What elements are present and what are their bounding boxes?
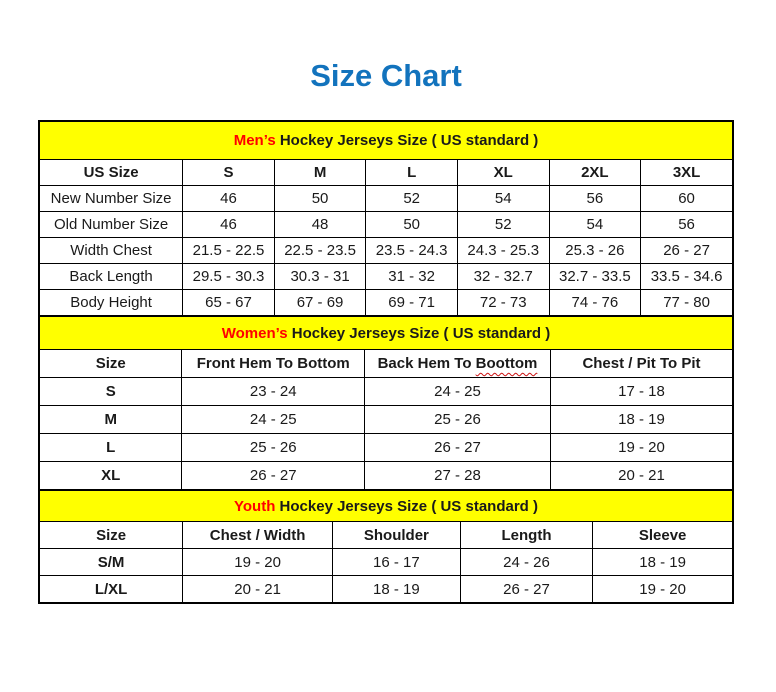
size-cell: 67 - 69 — [274, 290, 366, 317]
size-cell: 72 - 73 — [457, 290, 549, 317]
size-cell: 20 - 21 — [183, 576, 333, 604]
column-header: US Size — [39, 160, 183, 186]
womens-table-row — [39, 434, 733, 462]
size-cell: 29.5 - 30.3 — [183, 264, 275, 290]
youth-band-rest: Hockey Jerseys Size ( US standard ) — [275, 497, 538, 515]
page-title: Size Chart — [310, 58, 462, 93]
womens-size-table — [38, 315, 734, 491]
mens-table-row — [39, 290, 733, 317]
womens-band-rest: Hockey Jerseys Size ( US standard ) — [287, 324, 551, 342]
column-header: Size — [39, 350, 182, 378]
row-label: Width Chest — [39, 238, 183, 264]
row-label: S — [39, 378, 182, 406]
womens-table-row — [39, 378, 733, 406]
column-header: Size — [39, 522, 183, 549]
size-cell: 20 - 21 — [550, 462, 733, 491]
size-cell: 56 — [549, 186, 641, 212]
size-cell: 18 - 19 — [593, 549, 733, 576]
size-cell: 56 — [641, 212, 733, 238]
size-cell: 65 - 67 — [183, 290, 275, 317]
size-cell: 50 — [274, 186, 366, 212]
column-header: L — [366, 160, 458, 186]
youth-band-highlight: Youth — [234, 497, 276, 515]
size-cell: 25 - 26 — [364, 406, 550, 434]
column-header: S — [183, 160, 275, 186]
womens-table-body — [39, 350, 733, 491]
size-cell: 18 - 19 — [550, 406, 733, 434]
size-cell: 16 - 17 — [333, 549, 461, 576]
size-cell: 32 - 32.7 — [457, 264, 549, 290]
size-cell: 74 - 76 — [549, 290, 641, 317]
row-label: M — [39, 406, 182, 434]
size-cell: 19 - 20 — [550, 434, 733, 462]
womens-column-header-row — [39, 350, 733, 378]
size-cell: 26 - 27 — [182, 462, 365, 491]
size-cell: 25 - 26 — [182, 434, 365, 462]
size-cell: 33.5 - 34.6 — [641, 264, 733, 290]
mens-band-title — [39, 121, 733, 160]
mens-size-table — [38, 120, 734, 317]
size-cell: 18 - 19 — [333, 576, 461, 604]
youth-table-row — [39, 549, 733, 576]
column-header: M — [274, 160, 366, 186]
column-header: Front Hem To Bottom — [182, 350, 365, 378]
size-cell: 26 - 27 — [641, 238, 733, 264]
row-label: L — [39, 434, 182, 462]
size-cell: 50 — [366, 212, 458, 238]
row-label: Back Length — [39, 264, 183, 290]
womens-table-row — [39, 406, 733, 434]
column-header: XL — [457, 160, 549, 186]
youth-table-body — [39, 522, 733, 604]
mens-section-band — [39, 121, 733, 160]
size-cell: 32.7 - 33.5 — [549, 264, 641, 290]
row-label: Body Height — [39, 290, 183, 317]
size-cell: 24 - 25 — [182, 406, 365, 434]
size-cell: 24.3 - 25.3 — [457, 238, 549, 264]
row-label: Old Number Size — [39, 212, 183, 238]
size-cell: 19 - 20 — [183, 549, 333, 576]
column-header: Chest / Pit To Pit — [550, 350, 733, 378]
size-cell: 46 — [183, 212, 275, 238]
size-cell: 77 - 80 — [641, 290, 733, 317]
size-cell: 22.5 - 23.5 — [274, 238, 366, 264]
womens-table-row — [39, 462, 733, 491]
size-cell: 30.3 - 31 — [274, 264, 366, 290]
mens-column-header-row — [39, 160, 733, 186]
mens-table-row — [39, 264, 733, 290]
column-header: Back Hem To Boottom — [364, 350, 550, 378]
youth-table-row — [39, 576, 733, 604]
womens-band-highlight: Women’s — [221, 324, 288, 342]
mens-table-row — [39, 238, 733, 264]
column-header: 2XL — [549, 160, 641, 186]
size-cell: 17 - 18 — [550, 378, 733, 406]
size-cell: 24 - 25 — [364, 378, 550, 406]
youth-section-band — [39, 490, 733, 522]
size-cell: 26 - 27 — [460, 576, 593, 604]
column-header: Shoulder — [333, 522, 461, 549]
row-label: New Number Size — [39, 186, 183, 212]
size-cell: 69 - 71 — [366, 290, 458, 317]
size-cell: 21.5 - 22.5 — [183, 238, 275, 264]
mens-table-body — [39, 160, 733, 317]
column-header: 3XL — [641, 160, 733, 186]
size-tables — [38, 120, 734, 604]
size-cell: 46 — [183, 186, 275, 212]
size-cell: 31 - 32 — [366, 264, 458, 290]
mens-band-highlight: Men’s — [233, 132, 276, 149]
size-cell: 52 — [366, 186, 458, 212]
column-header: Sleeve — [593, 522, 733, 549]
size-cell: 25.3 - 26 — [549, 238, 641, 264]
size-cell: 60 — [641, 186, 733, 212]
womens-band-title — [39, 316, 733, 350]
misspelled-word: Boottom — [475, 355, 538, 372]
size-cell: 26 - 27 — [364, 434, 550, 462]
column-header: Length — [460, 522, 593, 549]
size-cell: 27 - 28 — [364, 462, 550, 491]
size-cell: 19 - 20 — [593, 576, 733, 604]
size-cell: 54 — [457, 186, 549, 212]
size-cell: 54 — [549, 212, 641, 238]
womens-section-band — [39, 316, 733, 350]
mens-table-row — [39, 186, 733, 212]
size-cell: 24 - 26 — [460, 549, 593, 576]
youth-column-header-row — [39, 522, 733, 549]
mens-table-row — [39, 212, 733, 238]
row-label: XL — [39, 462, 182, 491]
size-cell: 23 - 24 — [182, 378, 365, 406]
size-cell: 48 — [274, 212, 366, 238]
size-cell: 52 — [457, 212, 549, 238]
youth-size-table — [38, 489, 734, 604]
row-label: L/XL — [39, 576, 183, 604]
youth-band-title — [39, 490, 733, 522]
column-header: Chest / Width — [183, 522, 333, 549]
size-cell: 23.5 - 24.3 — [366, 238, 458, 264]
mens-band-rest: Hockey Jerseys Size ( US standard ) — [275, 132, 539, 149]
row-label: S/M — [39, 549, 183, 576]
